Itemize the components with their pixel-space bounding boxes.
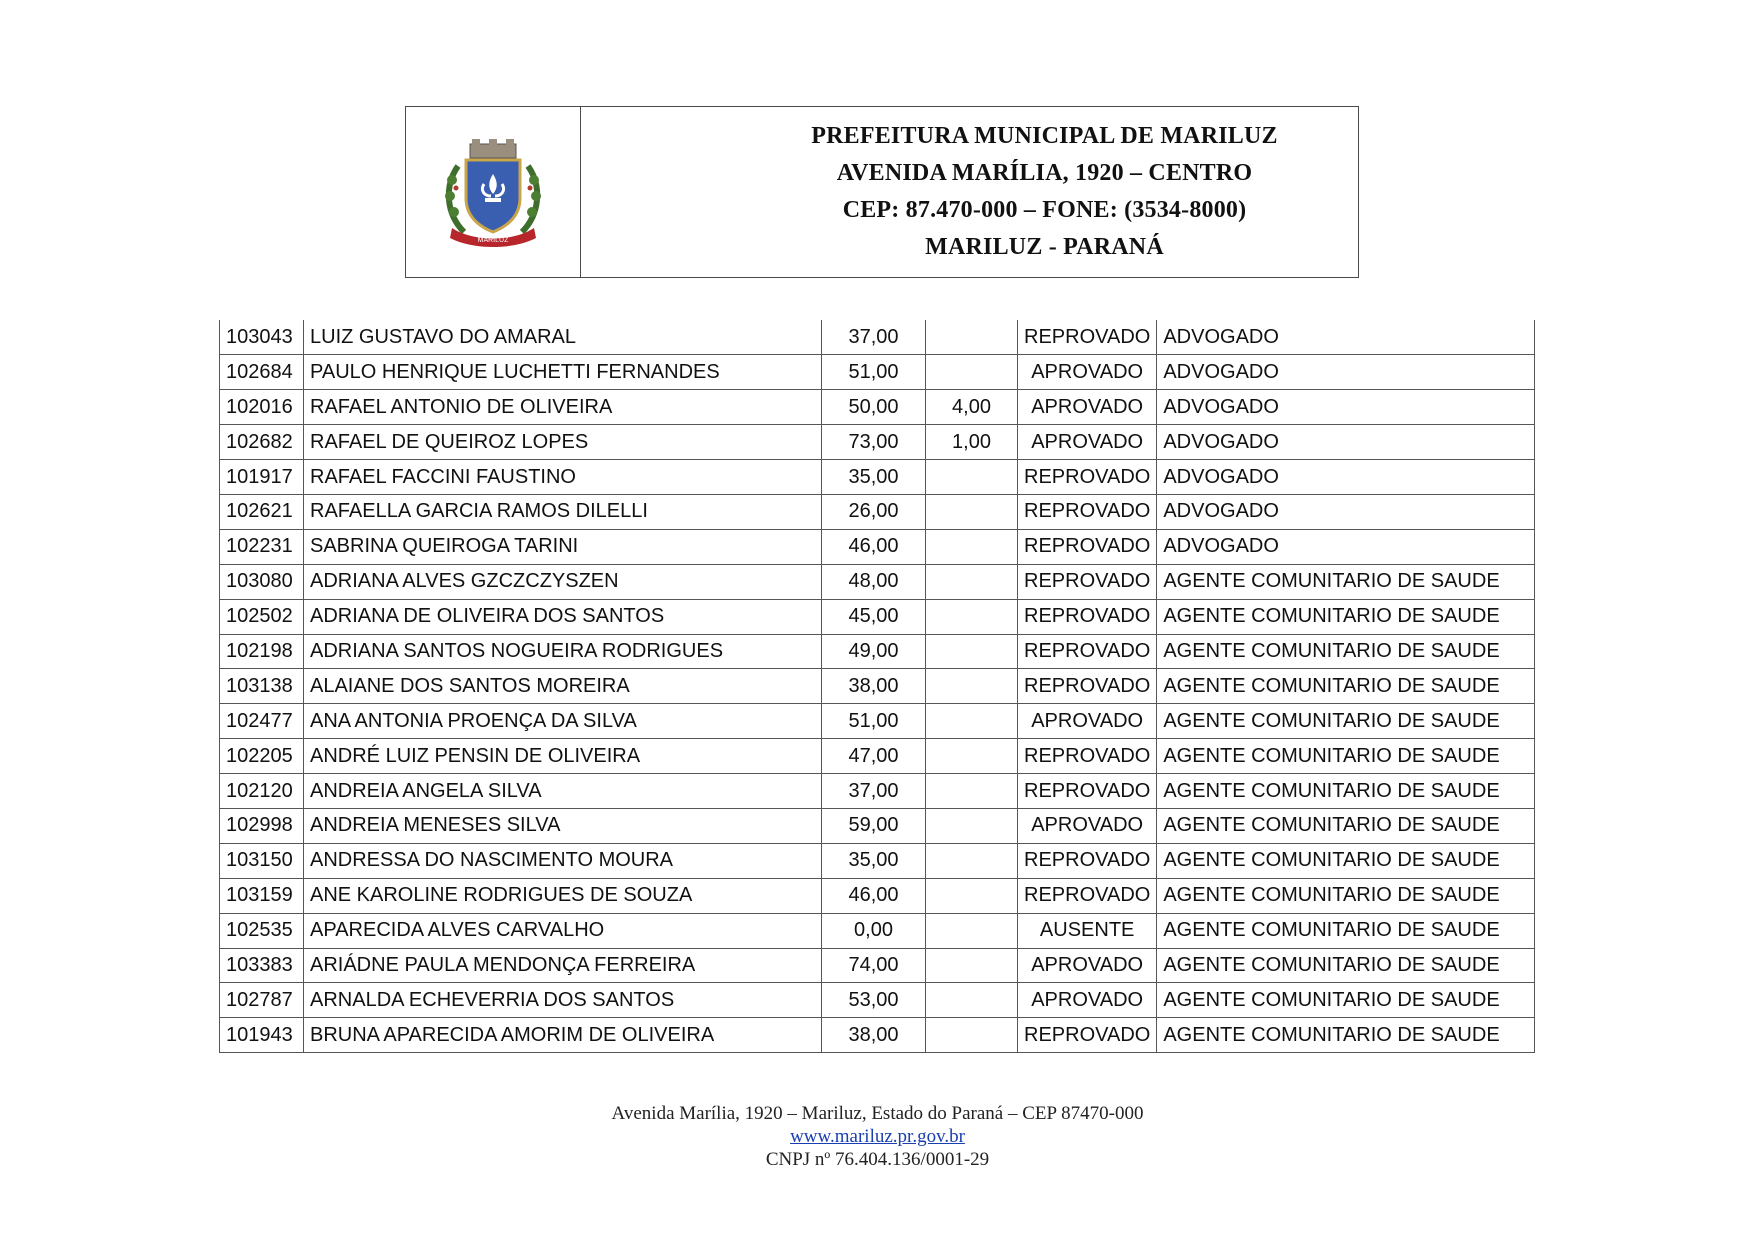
score-cell: 59,00: [822, 808, 926, 843]
candidate-name-cell: ANDREIA ANGELA SILVA: [304, 774, 822, 809]
extra-points-cell: [926, 564, 1018, 599]
status-cell: AUSENTE: [1018, 913, 1157, 948]
extra-points-cell: [926, 843, 1018, 878]
table-row: [220, 390, 1535, 425]
status-cell: REPROVADO: [1018, 529, 1157, 564]
position-cell: AGENTE COMUNITARIO DE SAUDE: [1157, 599, 1535, 634]
candidate-id-cell: 101943: [220, 1018, 304, 1053]
score-cell: 26,00: [822, 494, 926, 529]
candidate-id-cell: 102682: [220, 425, 304, 460]
candidate-name-cell: APARECIDA ALVES CARVALHO: [304, 913, 822, 948]
candidate-id-cell: 103080: [220, 564, 304, 599]
status-cell: REPROVADO: [1018, 564, 1157, 599]
status-cell: REPROVADO: [1018, 669, 1157, 704]
status-cell: REPROVADO: [1018, 599, 1157, 634]
candidate-name-cell: ARNALDA ECHEVERRIA DOS SANTOS: [304, 983, 822, 1018]
score-cell: 73,00: [822, 425, 926, 460]
extra-points-cell: [926, 704, 1018, 739]
table-row: [220, 320, 1535, 355]
candidate-name-cell: SABRINA QUEIROGA TARINI: [304, 529, 822, 564]
candidate-name-cell: ARIÁDNE PAULA MENDONÇA FERREIRA: [304, 948, 822, 983]
candidate-name-cell: ALAIANE DOS SANTOS MOREIRA: [304, 669, 822, 704]
table-row: [220, 774, 1535, 809]
position-cell: AGENTE COMUNITARIO DE SAUDE: [1157, 913, 1535, 948]
table-row: [220, 948, 1535, 983]
extra-points-cell: [926, 913, 1018, 948]
municipal-coat-of-arms-icon: [438, 136, 548, 248]
score-cell: 45,00: [822, 599, 926, 634]
extra-points-cell: [926, 1018, 1018, 1053]
position-cell: AGENTE COMUNITARIO DE SAUDE: [1157, 1018, 1535, 1053]
position-cell: AGENTE COMUNITARIO DE SAUDE: [1157, 808, 1535, 843]
table-row: [220, 564, 1535, 599]
position-cell: AGENTE COMUNITARIO DE SAUDE: [1157, 843, 1535, 878]
candidate-id-cell: 102120: [220, 774, 304, 809]
candidate-id-cell: 102231: [220, 529, 304, 564]
candidate-id-cell: 103043: [220, 320, 304, 355]
extra-points-cell: [926, 878, 1018, 913]
score-cell: 37,00: [822, 320, 926, 355]
footer-cnpj: CNPJ nº 76.404.136/0001-29: [765, 1149, 990, 1170]
position-cell: ADVOGADO: [1157, 529, 1535, 564]
municipality-contact: CEP: 87.470-000 – FONE: (3534-8000): [842, 197, 1247, 223]
table-row: [220, 808, 1535, 843]
score-cell: 38,00: [822, 669, 926, 704]
candidate-id-cell: 102684: [220, 355, 304, 390]
extra-points-cell: [926, 983, 1018, 1018]
logo-cell: [406, 107, 581, 277]
score-cell: 0,00: [822, 913, 926, 948]
table-row: [220, 599, 1535, 634]
table-row: [220, 1018, 1535, 1053]
table-row: [220, 913, 1535, 948]
table-row: [220, 529, 1535, 564]
position-cell: ADVOGADO: [1157, 355, 1535, 390]
candidate-name-cell: RAFAEL DE QUEIROZ LOPES: [304, 425, 822, 460]
extra-points-cell: [926, 948, 1018, 983]
status-cell: APROVADO: [1018, 425, 1157, 460]
candidate-name-cell: PAULO HENRIQUE LUCHETTI FERNANDES: [304, 355, 822, 390]
table-row: [220, 878, 1535, 913]
status-cell: REPROVADO: [1018, 634, 1157, 669]
position-cell: ADVOGADO: [1157, 320, 1535, 355]
extra-points-cell: [926, 774, 1018, 809]
municipality-address: AVENIDA MARÍLIA, 1920 – CENTRO: [836, 160, 1253, 186]
table-row: [220, 843, 1535, 878]
candidate-id-cell: 102535: [220, 913, 304, 948]
position-cell: AGENTE COMUNITARIO DE SAUDE: [1157, 983, 1535, 1018]
score-cell: 35,00: [822, 460, 926, 495]
candidate-id-cell: 101917: [220, 460, 304, 495]
extra-points-cell: [926, 320, 1018, 355]
candidate-id-cell: 102787: [220, 983, 304, 1018]
status-cell: REPROVADO: [1018, 494, 1157, 529]
extra-points-cell: [926, 599, 1018, 634]
extra-points-cell: [926, 634, 1018, 669]
status-cell: REPROVADO: [1018, 774, 1157, 809]
table-row: [220, 634, 1535, 669]
status-cell: APROVADO: [1018, 948, 1157, 983]
candidate-id-cell: 102621: [220, 494, 304, 529]
table-row: [220, 983, 1535, 1018]
candidate-name-cell: ANA ANTONIA PROENÇA DA SILVA: [304, 704, 822, 739]
candidate-name-cell: ANDREIA MENESES SILVA: [304, 808, 822, 843]
candidate-name-cell: ANDRÉ LUIZ PENSIN DE OLIVEIRA: [304, 739, 822, 774]
letterhead-info: [581, 107, 1358, 277]
extra-points-cell: [926, 739, 1018, 774]
score-cell: 38,00: [822, 1018, 926, 1053]
position-cell: ADVOGADO: [1157, 494, 1535, 529]
municipality-name: PREFEITURA MUNICIPAL DE MARILUZ: [811, 123, 1278, 149]
score-cell: 46,00: [822, 529, 926, 564]
status-cell: REPROVADO: [1018, 460, 1157, 495]
candidate-name-cell: ADRIANA ALVES GZCZCZYSZEN: [304, 564, 822, 599]
candidate-id-cell: 102502: [220, 599, 304, 634]
candidate-id-cell: 103150: [220, 843, 304, 878]
logo-banner-text: MARILUZ: [477, 237, 509, 244]
candidate-name-cell: ANE KAROLINE RODRIGUES DE SOUZA: [304, 878, 822, 913]
table-row: [220, 355, 1535, 390]
extra-points-cell: [926, 669, 1018, 704]
footer-address: Avenida Marília, 1920 – Mariluz, Estado do Paraná – CEP 87470-000: [611, 1103, 1144, 1124]
extra-points-cell: 4,00: [926, 390, 1018, 425]
status-cell: APROVADO: [1018, 808, 1157, 843]
status-cell: REPROVADO: [1018, 878, 1157, 913]
candidate-name-cell: ANDRESSA DO NASCIMENTO MOURA: [304, 843, 822, 878]
status-cell: APROVADO: [1018, 983, 1157, 1018]
candidate-name-cell: ADRIANA DE OLIVEIRA DOS SANTOS: [304, 599, 822, 634]
position-cell: AGENTE COMUNITARIO DE SAUDE: [1157, 564, 1535, 599]
status-cell: REPROVADO: [1018, 739, 1157, 774]
position-cell: AGENTE COMUNITARIO DE SAUDE: [1157, 774, 1535, 809]
score-cell: 49,00: [822, 634, 926, 669]
table-row: [220, 669, 1535, 704]
score-cell: 51,00: [822, 355, 926, 390]
results-table: [219, 320, 1535, 1053]
position-cell: AGENTE COMUNITARIO DE SAUDE: [1157, 704, 1535, 739]
status-cell: APROVADO: [1018, 355, 1157, 390]
extra-points-cell: [926, 808, 1018, 843]
candidate-name-cell: RAFAEL FACCINI FAUSTINO: [304, 460, 822, 495]
candidate-id-cell: 102998: [220, 808, 304, 843]
table-row: [220, 494, 1535, 529]
extra-points-cell: [926, 460, 1018, 495]
candidate-id-cell: 102477: [220, 704, 304, 739]
candidate-id-cell: 103159: [220, 878, 304, 913]
table-row: [220, 739, 1535, 774]
position-cell: ADVOGADO: [1157, 425, 1535, 460]
candidate-id-cell: 103383: [220, 948, 304, 983]
candidate-id-cell: 103138: [220, 669, 304, 704]
position-cell: ADVOGADO: [1157, 390, 1535, 425]
extra-points-cell: 1,00: [926, 425, 1018, 460]
score-cell: 74,00: [822, 948, 926, 983]
score-cell: 35,00: [822, 843, 926, 878]
status-cell: REPROVADO: [1018, 320, 1157, 355]
status-cell: APROVADO: [1018, 390, 1157, 425]
score-cell: 46,00: [822, 878, 926, 913]
municipality-state: MARILUZ - PARANÁ: [925, 234, 1164, 260]
score-cell: 37,00: [822, 774, 926, 809]
position-cell: AGENTE COMUNITARIO DE SAUDE: [1157, 739, 1535, 774]
table-row: [220, 460, 1535, 495]
table-row: [220, 425, 1535, 460]
position-cell: AGENTE COMUNITARIO DE SAUDE: [1157, 878, 1535, 913]
candidate-name-cell: ADRIANA SANTOS NOGUEIRA RODRIGUES: [304, 634, 822, 669]
candidate-id-cell: 102205: [220, 739, 304, 774]
score-cell: 53,00: [822, 983, 926, 1018]
position-cell: AGENTE COMUNITARIO DE SAUDE: [1157, 634, 1535, 669]
position-cell: AGENTE COMUNITARIO DE SAUDE: [1157, 669, 1535, 704]
letterhead: [405, 106, 1359, 278]
candidate-name-cell: LUIZ GUSTAVO DO AMARAL: [304, 320, 822, 355]
candidate-name-cell: RAFAEL ANTONIO DE OLIVEIRA: [304, 390, 822, 425]
extra-points-cell: [926, 494, 1018, 529]
table-row: [220, 704, 1535, 739]
status-cell: REPROVADO: [1018, 843, 1157, 878]
status-cell: REPROVADO: [1018, 1018, 1157, 1053]
score-cell: 48,00: [822, 564, 926, 599]
extra-points-cell: [926, 529, 1018, 564]
footer-website-link[interactable]: www.mariluz.pr.gov.br: [790, 1126, 965, 1147]
score-cell: 51,00: [822, 704, 926, 739]
candidate-id-cell: 102016: [220, 390, 304, 425]
candidate-name-cell: RAFAELLA GARCIA RAMOS DILELLI: [304, 494, 822, 529]
position-cell: ADVOGADO: [1157, 460, 1535, 495]
score-cell: 50,00: [822, 390, 926, 425]
candidate-id-cell: 102198: [220, 634, 304, 669]
position-cell: AGENTE COMUNITARIO DE SAUDE: [1157, 948, 1535, 983]
candidate-name-cell: BRUNA APARECIDA AMORIM DE OLIVEIRA: [304, 1018, 822, 1053]
status-cell: APROVADO: [1018, 704, 1157, 739]
score-cell: 47,00: [822, 739, 926, 774]
page-footer: [0, 1102, 1755, 1171]
extra-points-cell: [926, 355, 1018, 390]
